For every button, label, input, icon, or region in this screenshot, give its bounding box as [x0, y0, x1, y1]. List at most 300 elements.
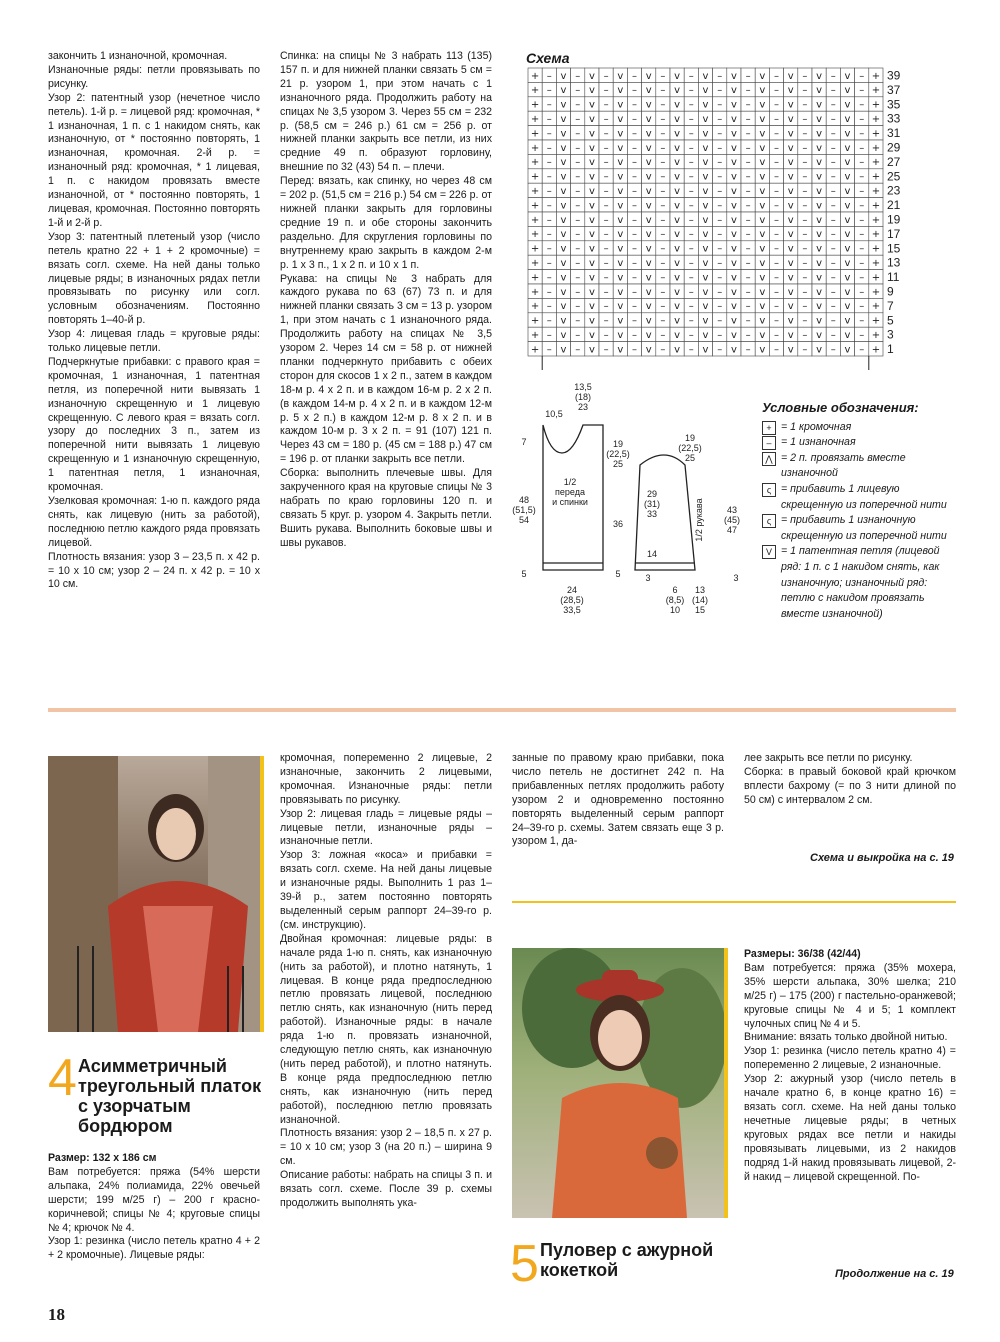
chart-symbol: v	[617, 142, 624, 154]
dimension-label: 24	[566, 585, 578, 595]
chart-symbol: v	[674, 200, 681, 212]
chart-symbol: v	[588, 171, 595, 183]
chart-symbol: –	[603, 157, 609, 169]
chart-symbol: –	[688, 70, 694, 82]
chart-symbol: –	[774, 344, 779, 356]
chart-symbol: v	[702, 114, 709, 125]
chart-symbol: –	[830, 272, 836, 284]
chart-symbol: –	[546, 301, 552, 313]
chart-symbol: –	[830, 243, 836, 255]
chart-symbol: v	[588, 258, 595, 269]
chart-symbol: v	[844, 229, 851, 241]
chart-symbol: v	[816, 157, 823, 169]
paragraph: Плотность вязания: узор 3 – 23,5 п. х 42 р. = 10 х 10 см; узор 2 – 24 п. х 42 р. = 10 х 10 см.	[48, 550, 260, 591]
chart-symbol: v	[787, 243, 794, 255]
chart-symbol: v	[702, 70, 709, 82]
chart-symbol: v	[674, 214, 681, 226]
chart-symbol: v	[787, 128, 794, 140]
chart-symbol: –	[745, 114, 751, 125]
chart-symbol: v	[844, 99, 851, 111]
chart-symbol: v	[816, 171, 823, 183]
chart-symbol: –	[859, 286, 865, 298]
chart-symbol: –	[688, 171, 694, 183]
chart-symbol: –	[859, 157, 865, 169]
chart-symbol: v	[560, 99, 567, 111]
chart-symbol: v	[674, 157, 681, 169]
chart-symbol: v	[588, 330, 595, 341]
paragraph: Узелковая кромочная: 1-ю п. каждого ряда снять, как лицевую (нить за работой), последнюю петлю каждого ряда провязать лицевой.	[48, 495, 260, 549]
chart-symbol: –	[546, 229, 552, 241]
chart-symbol: v	[617, 171, 624, 183]
piece-label: и спинки	[552, 497, 588, 507]
chart-symbol: –	[688, 186, 694, 197]
legend-item	[762, 451, 962, 482]
chart-symbol: v	[730, 171, 737, 183]
chart-symbol: v	[844, 315, 851, 327]
chart-symbol: –	[688, 243, 694, 255]
row-number: 9	[887, 284, 894, 299]
chart-symbol: –	[603, 200, 609, 212]
dimension-label: 36	[612, 519, 624, 529]
chart-symbol: v	[560, 301, 567, 313]
knitting-chart	[528, 68, 923, 378]
chart-symbol: v	[588, 85, 595, 97]
paragraph: Узор 1: резинка (число петель кратно 4) = попеременно 2 лицевые, 2 изнаночные.	[744, 1045, 956, 1072]
piece-label: 1/2 рукава	[694, 498, 704, 542]
chart-symbol: –	[830, 200, 836, 212]
dimension-label: 19	[612, 439, 624, 449]
page-number: 18	[48, 1305, 65, 1324]
chart-symbol: –	[717, 243, 723, 255]
chart-symbol: –	[546, 214, 552, 226]
chart-symbol: –	[859, 214, 865, 226]
chart-symbol: v	[645, 286, 652, 298]
chart-symbol: –	[774, 85, 779, 97]
chart-symbol: –	[546, 157, 552, 169]
chart-symbol: –	[830, 114, 836, 125]
chart-symbol: v	[844, 214, 851, 226]
chart-symbol: –	[802, 128, 808, 140]
chart-symbol: –	[632, 85, 637, 97]
chart-symbol: –	[660, 186, 666, 197]
chart-symbol: v	[816, 200, 823, 212]
chart-symbol: –	[745, 128, 751, 140]
chart-symbol: –	[632, 243, 637, 255]
item-number: 5	[510, 1235, 539, 1293]
chart-symbol: –	[774, 229, 779, 241]
chart-symbol: –	[603, 286, 609, 298]
chart-symbol: v	[844, 186, 851, 197]
chart-symbol: –	[660, 157, 666, 169]
chart-symbol: –	[688, 99, 694, 111]
chart-symbol: v	[787, 142, 794, 154]
chart-symbol: v	[730, 70, 737, 82]
chart-symbol: v	[816, 70, 823, 82]
chart-symbol: –	[802, 70, 808, 82]
legend-item	[762, 435, 962, 451]
chart-symbol: +	[530, 200, 540, 212]
chart-symbol: –	[603, 186, 609, 197]
chart-symbol: v	[645, 272, 652, 284]
chart-symbol: –	[660, 229, 666, 241]
chart-symbol: v	[674, 99, 681, 111]
dimension-label: 10,5	[545, 409, 563, 419]
chart-symbol: –	[859, 128, 865, 140]
chart-symbol: –	[632, 128, 637, 140]
chart-symbol: v	[588, 157, 595, 169]
section-divider	[512, 901, 956, 903]
row-number: 13	[887, 255, 901, 270]
chart-symbol: v	[844, 114, 851, 125]
chart-symbol: +	[871, 200, 881, 212]
row-number: 15	[887, 241, 901, 256]
piece-label: переда	[555, 487, 585, 497]
chart-symbol: –	[745, 85, 751, 97]
chart-symbol: +	[530, 128, 540, 140]
chart-symbol: –	[802, 114, 808, 125]
chart-symbol: v	[560, 330, 567, 341]
chart-symbol: –	[830, 344, 836, 356]
paragraph: Описание работы: набрать на спицы 3 п. и вязать согл. схеме. После 39 р. схемы продолжить выполнять ука-	[280, 1169, 492, 1209]
chart-symbol: –	[603, 229, 609, 241]
chart-symbol: v	[645, 171, 652, 183]
chart-symbol: v	[816, 214, 823, 226]
chart-symbol: v	[702, 315, 709, 327]
chart-symbol: v	[759, 114, 766, 125]
chart-symbol: +	[530, 85, 540, 97]
chart-symbol: –	[717, 171, 723, 183]
chart-symbol: v	[787, 85, 794, 97]
chart-symbol: v	[617, 214, 624, 226]
chart-symbol: –	[632, 214, 637, 226]
chart-symbol: –	[774, 186, 779, 197]
chart-symbol: v	[844, 85, 851, 97]
chart-symbol: v	[674, 301, 681, 313]
chart-symbol: –	[575, 157, 581, 169]
chart-symbol: v	[560, 272, 567, 284]
chart-symbol: v	[560, 229, 567, 241]
chart-symbol: v	[674, 70, 681, 82]
chart-symbol: –	[603, 330, 609, 341]
chart-symbol: –	[546, 171, 552, 183]
row-number: 23	[887, 183, 901, 198]
chart-symbol: –	[632, 157, 637, 169]
chart-symbol: v	[588, 272, 595, 284]
paragraph: Перед: вязать, как спинку, но через 48 см = 202 р. (51,5 см = 216 р.) 54 см = 226 р. от нижней планки закрыть для горловины средние 19 п. и обе стороны закончить раздельно. Для скругления горловины по внутреннему краю закрыть в каждом 2-м р. 1 х 3 п., 1 х 2 п. и 10 х 1 п.	[280, 175, 492, 271]
chart-symbol: –	[774, 214, 779, 226]
chart-symbol: –	[830, 186, 836, 197]
chart-symbol: v	[759, 171, 766, 183]
chart-symbol: –	[774, 142, 779, 154]
dimension-label: (22,5)	[606, 449, 630, 459]
chart-symbol: –	[603, 171, 609, 183]
chart-symbol: –	[660, 85, 666, 97]
item4-column-b	[280, 752, 492, 1211]
chart-symbol: v	[816, 315, 823, 327]
legend-text: = 1 изнаночная	[781, 436, 856, 449]
chart-symbol: v	[617, 315, 624, 327]
row-number: 35	[887, 97, 901, 112]
sleeve-outline	[635, 455, 695, 570]
chart-symbol: –	[859, 243, 865, 255]
chart-symbol: –	[830, 315, 836, 327]
chart-symbol: –	[660, 272, 666, 284]
chart-symbol: –	[745, 243, 751, 255]
chart-symbol: v	[560, 157, 567, 169]
chart-symbol: –	[575, 258, 581, 269]
chart-symbol: v	[730, 186, 737, 197]
chart-symbol: +	[871, 301, 881, 313]
chart-symbol: –	[603, 243, 609, 255]
chart-symbol: v	[588, 114, 595, 125]
row-number: 7	[887, 298, 894, 313]
chart-symbol: v	[588, 286, 595, 298]
chart-symbol: –	[774, 200, 779, 212]
chart-symbol: –	[603, 99, 609, 111]
chart-symbol: v	[617, 157, 624, 169]
legend-text: = прибавить 1 лицевую скрещенную из поперечной нити	[781, 482, 947, 511]
chart-symbol: v	[730, 315, 737, 327]
pullover-photo	[512, 948, 724, 1218]
chart-symbol: v	[588, 186, 595, 197]
chart-symbol: v	[702, 344, 709, 356]
chart-symbol: +	[530, 114, 540, 125]
chart-symbol: v	[588, 214, 595, 226]
chart-symbol: v	[759, 286, 766, 298]
chart-symbol: –	[688, 286, 694, 298]
column-1	[48, 50, 260, 592]
chart-symbol: v	[645, 258, 652, 269]
chart-symbol: –	[774, 286, 779, 298]
chart-symbol: v	[645, 114, 652, 125]
paragraph: закончить 1 изнаночной, кромочная.	[48, 50, 228, 62]
chart-symbol: –	[688, 114, 694, 125]
chart-symbol: v	[674, 171, 681, 183]
row-number: 29	[887, 140, 901, 155]
chart-symbol: –	[802, 229, 808, 241]
chart-symbol: v	[759, 157, 766, 169]
photo-illustration	[512, 948, 724, 1218]
chart-symbol: –	[745, 272, 751, 284]
dimension-label: 23	[577, 402, 589, 412]
chart-symbol: –	[632, 171, 637, 183]
chart-symbol: –	[717, 315, 723, 327]
chart-symbol: +	[871, 315, 881, 327]
chart-symbol: –	[830, 128, 836, 140]
chart-symbol: –	[660, 200, 666, 212]
chart-symbol: –	[802, 171, 808, 183]
chart-symbol: –	[717, 286, 723, 298]
chart-symbol: v	[730, 142, 737, 154]
chart-symbol: v	[844, 243, 851, 255]
chart-symbol: –	[660, 301, 666, 313]
chart-symbol: –	[632, 99, 637, 111]
chart-symbol: –	[603, 142, 609, 154]
paragraph: Размеры: 36/38 (42/44)	[744, 948, 861, 960]
chart-symbol: v	[844, 258, 851, 269]
chart-symbol: –	[660, 70, 666, 82]
chart-symbol: v	[730, 157, 737, 169]
chart-symbol: –	[802, 214, 808, 226]
dimension-label: 33,5	[563, 605, 581, 615]
chart-symbol: –	[688, 272, 694, 284]
chart-symbol: v	[787, 315, 794, 327]
chart-symbol: +	[530, 142, 540, 154]
chart-symbol: –	[745, 229, 751, 241]
chart-symbol: –	[575, 186, 581, 197]
paragraph: Узор 2: лицевая гладь = лицевые ряды – лицевые петли, изнаночные ряды – изнаночные петли.	[280, 807, 492, 848]
chart-symbol: v	[645, 70, 652, 82]
chart-symbol: v	[702, 243, 709, 255]
row-number: 39	[887, 68, 901, 83]
chart-symbol: +	[871, 229, 881, 241]
chart-symbol: +	[871, 272, 881, 284]
chart-symbol: v	[759, 344, 766, 356]
dimension-label: (18)	[574, 392, 592, 402]
chart-symbol: –	[859, 99, 865, 111]
chart-symbol: v	[617, 200, 624, 212]
dimension-label: 48	[518, 495, 530, 505]
chart-symbol: v	[645, 344, 652, 356]
page-reference: Продолжение на с. 19	[835, 1268, 954, 1280]
chart-symbol: –	[546, 330, 552, 341]
chart-symbol: v	[645, 186, 652, 197]
item4-column-c	[512, 752, 724, 849]
chart-symbol: v	[560, 70, 567, 82]
paragraph: Изнаночные ряды: петли провязывать по рисунку.	[48, 63, 260, 90]
chart-symbol: –	[859, 272, 865, 284]
dimension-label: (14)	[691, 595, 709, 605]
chart-symbol: –	[830, 70, 836, 82]
dimension-label: 29	[646, 489, 658, 499]
chart-symbol: v	[645, 330, 652, 341]
chart-symbol: +	[871, 330, 881, 341]
chart-symbol: v	[702, 214, 709, 226]
chart-symbol: v	[787, 171, 794, 183]
chart-symbol: –	[830, 171, 836, 183]
chart-symbol: –	[660, 330, 666, 341]
chart-symbol: –	[603, 344, 609, 356]
chart-symbol: –	[603, 114, 609, 125]
photo-illustration	[48, 756, 260, 1032]
chart-symbol: v	[674, 186, 681, 197]
legend	[762, 400, 962, 622]
dimension-label: 25	[684, 453, 696, 463]
chart-symbol: v	[645, 85, 652, 97]
pattern-schematic	[510, 382, 760, 620]
chart-symbol: –	[774, 315, 779, 327]
chart-symbol: v	[702, 200, 709, 212]
chart-symbol: –	[660, 344, 666, 356]
chart-symbol: –	[802, 200, 808, 212]
chart-symbol: v	[759, 272, 766, 284]
chart-symbol: –	[575, 243, 581, 255]
chart-symbol: –	[546, 142, 552, 154]
chart-symbol: v	[674, 142, 681, 154]
item-title: Асимметричный треугольный платок с узорчатым бордюром	[78, 1056, 262, 1136]
chart-symbol: v	[844, 344, 851, 356]
chart-symbol: +	[530, 301, 540, 313]
chart-symbol: v	[730, 344, 737, 356]
chart-symbol: v	[645, 315, 652, 327]
chart-symbol: v	[645, 229, 652, 241]
chart-symbol: v	[645, 157, 652, 169]
chart-symbol: v	[674, 128, 681, 140]
chart-symbol: –	[603, 128, 609, 140]
chart-symbol: –	[802, 301, 808, 313]
chart-symbol: –	[688, 214, 694, 226]
chart-symbol: v	[787, 301, 794, 313]
chart-symbol: –	[774, 171, 779, 183]
chart-symbol: –	[660, 114, 666, 125]
chart-symbol: v	[816, 99, 823, 111]
chart-symbol: v	[588, 301, 595, 313]
chart-symbol: –	[632, 258, 637, 269]
chart-symbol: +	[530, 258, 540, 269]
chart-symbol: –	[774, 258, 779, 269]
chart-symbol: v	[844, 200, 851, 212]
chart-symbol: v	[844, 301, 851, 313]
chart-symbol: –	[575, 229, 581, 241]
paragraph: Рукава: на спицы № 3 набрать для каждого рукава по 63 (67) 73 п. и для нижней планки связать 3 см = 13 р. узором 1, при этом начать с 1 изнаночного ряда. Продолжить работу на спицах № 3,5 узором 2. Через 14 см = 58 р. от нижней планки подчеркнуто прибавить с обеих сторон для скосов 1 х 2 п., затем в каждом 18-м р. 4 х 2 п. и в каждом 16-м р. 2 х 2 п. (в каждом 14-м р. 4 х 2 п. и в каждом 12-м р. 5 х 2 п.) в каждом 12-м р. 8 х 2 п. и в каждом 10-м р. 3 х 2 п. = 91 (107) 121 п. Через 43 см = 180 р. (45 см = 188 р.) 47 см = 196 р. от планки закрыть все петли.	[280, 272, 492, 466]
chart-symbol: v	[730, 243, 737, 255]
chart-symbol: +	[530, 214, 540, 226]
chart-symbol: v	[702, 99, 709, 111]
chart-symbol: v	[844, 142, 851, 154]
chart-symbol: –	[575, 286, 581, 298]
chart-symbol: –	[717, 272, 723, 284]
chart-symbol: –	[717, 258, 723, 269]
chart-symbol: v	[730, 99, 737, 111]
legend-symbol: ς	[762, 483, 776, 497]
chart-symbol: +	[530, 315, 540, 327]
chart-symbol: v	[787, 344, 794, 356]
chart-symbol: v	[844, 286, 851, 298]
item4-column-d	[744, 752, 956, 808]
column-2	[280, 50, 492, 551]
chart-symbol: –	[546, 286, 552, 298]
dimension-label: (28,5)	[560, 595, 584, 605]
chart-symbol: –	[745, 315, 751, 327]
chart-symbol: –	[802, 330, 808, 341]
chart-symbol: v	[816, 186, 823, 197]
chart-symbol: –	[717, 344, 723, 356]
paragraph: занные по правому краю прибавки, пока число петель не достигнет 242 п. На прибавленных петлях продолжить работу узором 2 и одновременно постоянно повторять выделенный серым раппорт 24–39-го р. схемы. Затем связать еще 3 р. узором 1, да-	[512, 752, 724, 848]
chart-symbol: +	[871, 70, 881, 82]
chart-symbol: +	[871, 114, 881, 125]
chart-symbol: v	[730, 200, 737, 212]
chart-symbol: v	[617, 85, 624, 97]
chart-symbol: v	[702, 128, 709, 140]
row-number: 17	[887, 226, 901, 241]
dimension-label: (51,5)	[512, 505, 536, 515]
chart-symbol: –	[717, 99, 723, 111]
chart-symbol: v	[560, 200, 567, 212]
legend-item	[762, 513, 962, 544]
chart-symbol: v	[759, 99, 766, 111]
chart-symbol: v	[617, 301, 624, 313]
chart-symbol: –	[688, 85, 694, 97]
chart-symbol: v	[759, 200, 766, 212]
paragraph: Сборка: в правый боковой край крючком вплести бахрому (= по 3 нити длиной по 50 см) с интервалом 2 см.	[744, 765, 956, 806]
chart-symbol: v	[617, 128, 624, 140]
chart-symbol: +	[530, 70, 540, 82]
paragraph: Плотность вязания: узор 2 – 18,5 п. х 27 р. = 10 х 10 см; узор 3 (на 20 п.) – ширина 9 см.	[280, 1127, 492, 1168]
chart-symbol: v	[816, 344, 823, 356]
chart-symbol: v	[730, 128, 737, 140]
chart-symbol: v	[844, 157, 851, 169]
row-number: 1	[887, 342, 894, 357]
